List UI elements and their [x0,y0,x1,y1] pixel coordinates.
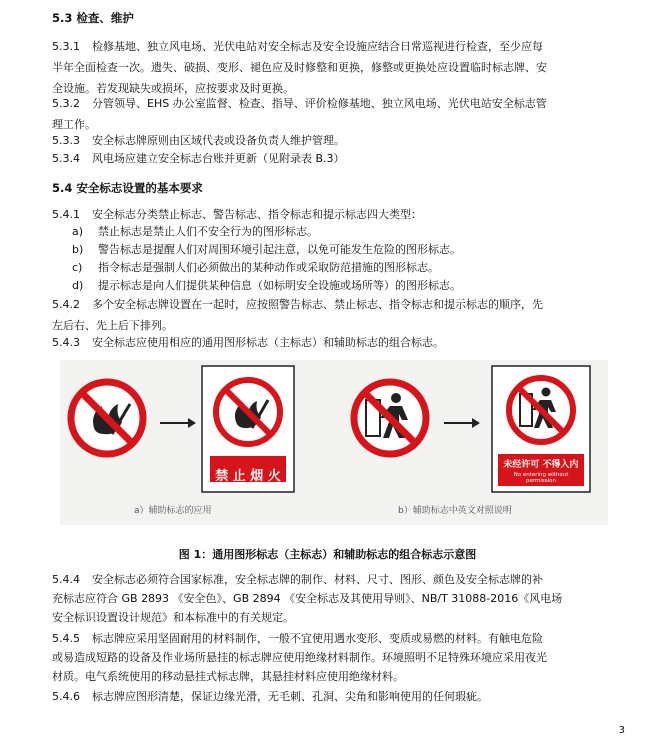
text-line: 分管领导、EHS 办公室监督、检查、指导、评价检修基地、独立风电场、光伏电站安全标志管 [92,97,547,110]
figure-caption: 图 1：通用图形标志（主标志）和辅助标志的组合标志示意图 [178,548,477,561]
text-line: 充标志应符合 GB 2893 《安全色》、GB 2894 《安全标志及其使用导则》、NB/T 31088-2016《风电场 [52,592,563,605]
list-item [72,276,461,296]
text-line: 安全标志必须符合国家标准，安全标志牌的制作、材料、尺寸、图形、颜色及安全标志牌的补 [92,573,543,586]
text-line: 安全标志应使用相应的通用图形标志（主标志）和辅助标志的组合标志。 [92,336,444,349]
list-text: 指令标志是强制人们必须做出的某种动作或采取防范措施的图形标志。 [98,261,439,274]
text-line: 安全标识设置设计规范》和本标准中的有关规定。 [52,611,294,624]
paragraph-5-3-1 [52,36,612,99]
section-heading-5-4: 5.4 安全标志设置的基本要求 [52,181,203,195]
text-line: 检修基地、独立风电场、光伏电站对安全标志及安全设施应结合日常巡视进行检查，至少应每 [92,40,543,53]
list-item [72,240,461,260]
section-heading-5-3: 5.3 检查、维护 [52,11,134,25]
clause-number: 5.3.3 [52,134,80,147]
text-line: 材质。电气系统使用的移动悬挂式标志牌，其悬挂材料应使用绝缘材料。 [52,670,404,683]
sign-label-no-entry-cn: 未经许可 不得入内 [503,460,579,470]
list-marker: d) [72,279,84,292]
list-text: 警告标志是提醒人们对周围环境引起注意，以免可能发生危险的图形标志。 [98,243,461,256]
text-line: 理工作。 [52,118,96,131]
page-number: 3 [618,725,625,736]
text-line: 多个安全标志牌设置在一起时，应按照警告标志、禁止标志、指令标志和提示标志的顺序，先 [92,298,543,311]
text-line: 标志牌应图形清楚，保证边缘光滑，无毛刺、孔洞、尖角和影响使用的任何瑕疵。 [92,690,488,703]
clause-number: 5.4.6 [52,690,80,703]
text-line: 标志牌应采用坚固耐用的材料制作，一般不宜使用遇水变形、变质或易燃的材料。有触电危险 [92,632,543,645]
list-item [72,258,439,278]
paragraph-5-4-3 [52,332,612,353]
sign-label-no-fire: 禁 止 烟 火 [215,469,281,484]
list-item [72,222,318,242]
list-text: 禁止标志是禁止人们不安全行为的图形标志。 [98,225,318,238]
figure-panel [60,360,608,525]
clause-number: 5.3.2 [52,97,80,110]
text-line: 左后右、先上后下排列。 [52,319,173,332]
text-line: 半年全面检查一次。遗失、破损、变形、褪色应及时修整和更换，修整或更换处应设置临时标志牌、安 [52,61,547,74]
arrow-right-icon [444,418,480,428]
clause-number: 5.4.4 [52,573,80,586]
figure-illustration [60,360,608,525]
clause-number: 5.4.3 [52,336,80,349]
text-line: 安全标志牌原则由区域代表或设备负责人维护管理。 [92,134,345,147]
text-line: 或易造成短路的设备及作业场所悬挂的标志牌应使用绝缘材料制作。环境照明不足特殊环境应采用夜光 [52,651,547,664]
subfigure-caption-a: a）辅助标志的应用 [134,506,212,516]
list-text: 提示标志是向人们提供某种信息（如标明安全设施或场所等）的图形标志。 [98,279,461,292]
sign-label-no-entry-en: No entering without permission [513,472,569,484]
arrow-right-icon [160,418,196,428]
text-line: 全设施。若发现缺失或损坏，应按要求及时更换。 [52,82,294,95]
paragraph-5-3-2 [52,93,612,135]
clause-number: 5.4.2 [52,298,80,311]
subfigure-caption-b: b）辅助标志中英文对照说明 [398,506,512,516]
clause-number: 5.3.1 [52,40,80,53]
paragraph-5-4-5 [52,629,612,686]
clause-number: 5.4.5 [52,632,80,645]
paragraph-5-4-4 [52,570,612,627]
no-fire-icon [71,382,143,454]
clause-number: 5.4.1 [52,208,80,221]
paragraph-5-4-6 [52,687,612,706]
list-marker: c) [72,261,83,274]
text-line: 风电场应建立安全标志台账并更新（见附录表 B.3） [92,152,345,165]
list-marker: a) [72,225,84,238]
paragraph-5-3-4 [52,148,612,169]
paragraph-5-4-2 [52,294,612,336]
list-marker: b) [72,243,84,256]
clause-number: 5.3.4 [52,152,80,165]
no-entry-icon [354,382,426,454]
text-line: 安全标志分类禁止标志、警告标志、指令标志和提示标志四大类型： [92,208,422,221]
